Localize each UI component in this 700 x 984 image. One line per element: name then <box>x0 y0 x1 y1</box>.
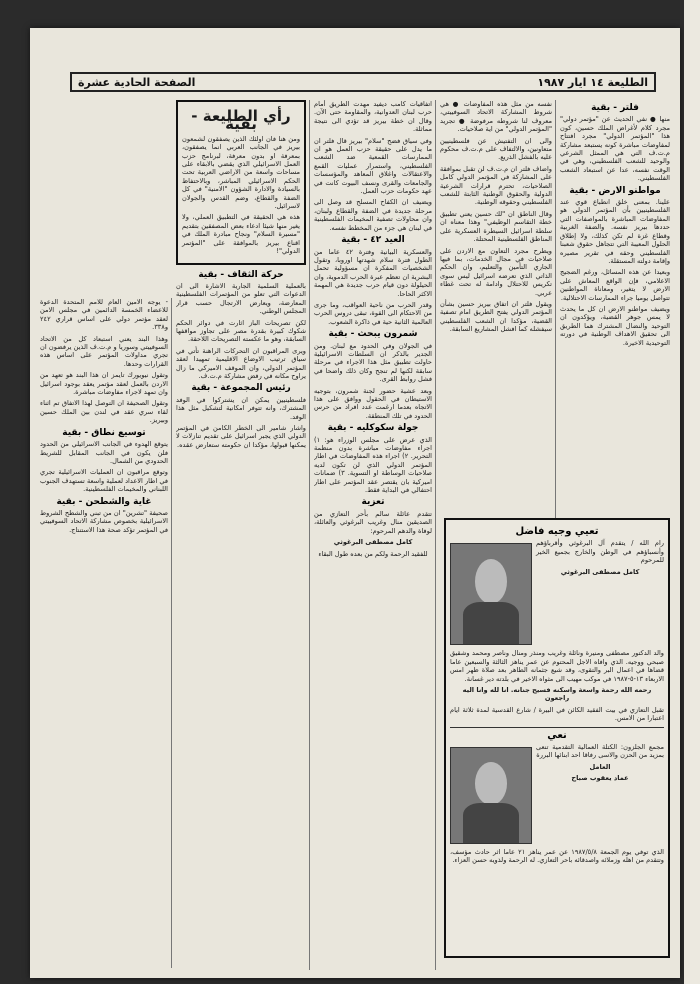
deceased-role: العامل <box>589 762 611 771</box>
article-paragraph: وبعد عشية حضور لجنة شمرون، بتوجيه الاستيطان في الحقول ووافق على هذا الاتجاه بعدما ارغمت عدد افراد من حرس الحدود في تلك المنطقة. <box>314 386 432 420</box>
editorial-box <box>176 100 306 265</box>
article-heading: العيد ٤٢ - بقية <box>341 235 405 246</box>
editorial-paragraph: هذه هي الحقيقة في التطبيق العملي، ولا يغير منها شيئا ادعاء بعض المصفقين بتقديم "مسيرة السلام" ونجاح مبادرة الملك في اقناع بيريز بالموافقة على "المؤتمر الدولي"! <box>182 213 300 256</box>
article-paragraph: وقدر الحرب من ناحية العواقب، وما جرى من الاحتكام الى القوة، تبقى دروس الحرب العالمية الثانية حية في ذاكرة الشعوب. <box>314 300 432 326</box>
column-rule <box>309 100 310 970</box>
article-heading: فلتر - بقية <box>591 103 639 113</box>
article-heading: شمرون يبحث - بقية <box>328 329 418 340</box>
obituary-text: رام الله / يتقدم آل البرغوثي وأقرباؤهم وأنسباؤهم في الوطن والخارج بجميع الخير للمرحوم <box>536 539 664 565</box>
article-paragraph: ويطرح مجرد التعاون مع الاردن على صلاحيات في مجال الخدمات، بما فيها الجاري التأمين والتعليم، وان الحكم الذاتي الذي تعرضه اسرائيل ليس سوى تكريس للاحتلال وادامة له تحت غطاء عربي. <box>440 246 552 297</box>
article-paragraph: وتوقع مراقبون ان العمليات الاسرائيلية تجري في اطار الاعداد لعملية واسعة تستهدف الجنوب اللبناني والمخيمات الفلسطينية. <box>40 468 168 494</box>
editorial-title: رأي الطليعة - بقية <box>191 107 291 134</box>
obituary-text: والد الدكتور مصطفى ومنيرة ونائلة وغريب ومنذر ومنال وناصر ومحمد وشقيق صبحي ووجيه. الذي وافاه الاجل المحتوم عن عمر يناهز الثالثة والسبعين عاما قضاها في اعمال البر والتقوى، وقد شيع جثمانه الطاهر بعد صلاة ظهر امس الاربعاء ١٣-٥-١٩٨٧ في موكب مهيب الى مثواه الاخير في بلدته دير غسانة. <box>450 649 664 683</box>
obituary-title: تعيي وجيه فاضل <box>515 526 599 537</box>
obituary-closing: رحمه الله رحمة واسعة واسكنه فسيح جنانه. انا لله وانا اليه راجعون <box>462 686 652 703</box>
article-paragraph: والى ان التفتيش عن فلسطينيين متعاونين، والالتفاف على م.ت.ف محكوم عليه بالفشل الذريع. <box>440 136 552 162</box>
article-heading: غاية والشطحن - بقية <box>56 496 152 507</box>
deceased-photo <box>450 747 532 844</box>
column-4 <box>176 100 306 970</box>
column-rule <box>171 298 172 968</box>
article-heading: حركة الثقاف - بقية <box>198 269 284 280</box>
adjacent-page-edge <box>684 0 700 984</box>
article-paragraph: والعسكرية البيانية وفترة ٤٢ عاما من الطول فترة سلام شهدتها اوروبا، وتقول الشخصيات المفكرة ان مسؤولية تحمل البشرية ان تعظم عبرة الحرب الدموية، وان الحيلولة دون قيام حرب جديدة هي المهمة الاكثر الحاحا. <box>314 247 432 298</box>
article-heading: رئيس المجموعة - بقية <box>191 383 291 394</box>
article-paragraph: وهذا البند يعني استبعاد كل من الاتحاد السوفييتي وسوريا و م.ت.ف الذين يرفضون ان تجري مداولات المؤتمر على اساس هذه القرارات وحدها. <box>40 334 168 368</box>
article-paragraph: نفسه من مثل هذه المفاوضات ● هي شروط المشاركة الاتحاد السوفييتي، معروف لنا شروطه مرفوضة ● تجريد "المؤتمر الدولي" من اية صلاحيات. <box>440 100 552 134</box>
deceased-photo <box>450 543 532 645</box>
deceased-name: عماد يعقوب صباح <box>571 774 629 783</box>
article-heading: توسيع نطاق - بقية <box>62 427 146 438</box>
obituary-note: تقبل التعازي في بيت الفقيد الكائن في البيرة / شارع القدسية لمدة ثلاثة ايام اعتبارا من الامس. <box>450 705 664 723</box>
article-paragraph: وتقول نيويورك تايمز ان هذا البند هو تعهد من الاردن بالعمل لعقد مؤتمر يعقد بوجود اسرائيل وان تمهد لاجراء مفاوضات مباشرة. <box>40 371 168 397</box>
obituary-box <box>444 518 670 958</box>
article-paragraph: وقال الناطق ان "لك حسين يعني تطبيق خطة التقاسم الوظيفي" وهذا معناه ان سلطة اسرائيل السيطرة العسكرية على المناطق الفلسطينية المحتلة. <box>440 209 552 244</box>
article-paragraph: الذي عرض على مجلس الوزراء هو: ١) اجراء مفاوضات مباشرة بدون منظمة التحرير. ٢) اجراء هذه المفاوضات في اطار المؤتمر الدولي الذي لن تكون لديه صلاحيات الوساطة او التسوية. ٣) ضمانات اميركية بان يقتصر عقد المؤتمر على اطار احتفالي في البداية فقط. <box>314 435 432 495</box>
article-paragraph: وبعيدا عن هذه المسائل، ورغم الضجيج الاعلامي، فإن الواقع المعاش على الارض لا يتغير، ومعاناة المواطنين تتواصل يوميا جراء الممارسات الاحتلالية. <box>560 268 670 302</box>
newspaper-page <box>30 28 680 978</box>
condolence-heading: تعزية <box>361 497 385 508</box>
column-2 <box>440 100 552 570</box>
deceased-name: كامل مصطفى البرغوثي <box>560 567 640 576</box>
article-paragraph: ويضيف ان الكفاح المسلح قد وصل الى مرحلة جديدة في الضفة والقطاع ولبنان، وان محاولات تصفية المخيمات الفلسطينية في لبنان هي جزء من المخطط نفسه. <box>314 198 432 232</box>
condolence-closing: للفقيد الرحمة ولكم من بعده طول البقاء <box>318 549 428 558</box>
article-paragraph: واضاف فلتر ان م.ت.ف لن تقبل بموافقة على المشاركة في المؤتمر الدولي كامل الصلاحيات، تحترم قرارات الشرعية الدولية والحقوق الوطنية الثابتة للشعب الفلسطيني وحقوقه الوطنية. <box>440 164 552 207</box>
article-paragraph: ويقول فلتر ان اتفاق بيريز حسين بشأن المؤتمر الدولي يفتح الطريق امام تصفية القضية، مؤكدا ان الشعب الفلسطيني سيفشله كما افشل المشاريع السابقة. <box>440 299 552 334</box>
obituary-text: الذي توفي يوم الجمعة ١٩٨٧/٥/٨ عن عمر يناهز ٢١ عاما اثر حادث مؤسف، وتتقدم من اهله وزملائه واصدقائه باحر التعازي. له الرحمة ولذويه حسن العزاء. <box>450 848 665 865</box>
page-header <box>70 72 656 92</box>
article-paragraph: لكن تصريحات الباز اثارت في دوائر الحكم شكوك كبيرة بقدرة مصر على تجاوز مواقفها السابقة، وهو ما عكسته التصريحات اللاحقة. <box>176 318 306 344</box>
article-paragraph: ويرى المراقبون ان التحركات الراهنة تأتي في سياق ترتيب الاوضاع الاقليمية تمهيدا لعقد المؤتمر الدولي، وان الموقف الاميركي ما زال يراوح مكانه في رفض مشاركة م.ت.ف. <box>176 346 306 380</box>
article-paragraph: بالعملية السلمية الجارية الاشارة الى ان الدعوات التي تعلو من المؤتمرات الفلسطينية المعارضة، ويعارض الارتجال حسب قرار المجلس الوطني. <box>176 281 306 316</box>
article-paragraph: فلسطينيين يمكن ان يشتركوا في الوفد المشترك، وانه تتوفر امكانية لتشكيل مثل هذا الوفد. <box>176 395 306 421</box>
column-3 <box>314 100 432 970</box>
column-rule <box>555 100 556 540</box>
header-publication: الطليعة ١٤ ايار ١٩٨٧ <box>537 75 648 89</box>
article-paragraph: واشار شامير الى الخطر الكامن في المؤتمر الدولي الذي يجبر اسرائيل على تقديم تنازلات لا يمكنها قبولها، مؤكدا ان حكومته ستعارض عقده. <box>176 424 306 449</box>
column-rule <box>435 100 436 970</box>
article-paragraph: اتفاقيات كامب ديفيد مهدت الطريق أمام حرب لبنان العدوانية، والمقاومة حتى الآن. وقال ان خطة بيريز قد تؤدي الى نتيجة مماثلة. <box>314 100 432 134</box>
obituary-text: مجمع الجلزون: الكتلة العمالية التقدمية تنعى بمزيد من الحزن والاسى رفاقا احد ابنائها البررة <box>536 743 664 760</box>
editorial-paragraph: ومن هنا فان اولئك الذين يصفقون لشمعون بيريز في الجانب العربي انما يصفقون، بمعرفة او بدون معرفة، لبرنامج حزب العمل الاسرائيلي الذي يقضي بالابقاء على مساحات واسعة من الاراضي العربية تحت الحكم الاسرائيلي المباشر، وبالاحتفاظ بالسيادة والادارة الشؤون "الامنية" في كل الضفة والقطاع، وضم القدس والجولان لاسرائيل. <box>182 134 300 211</box>
article-heading: مواطنو الارض - بقية <box>569 185 661 196</box>
article-paragraph: علينا. بمعنى خلق انطباع قوي عند الفلسطينيين بأن المؤتمر الدولي هو المفاوضات المباشرة بالمواصفات التي حددها بيريز نفسه. والضفة الغربية وقطاع غزة لم تكن كذلك، ولا إطلاق الحلول المعيبة التي تتجاهل حقوق شعبنا الفلسطيني وحقه في تقرير مصيره وإقامة دولته المستقلة. <box>560 198 670 265</box>
condolence-text: تتقدم عائلة سالم بأحر التعازي من الصديقين منال وغريب البرغوثي والعائلة، لوفاة والدهم المرحوم: <box>314 509 432 535</box>
article-paragraph: منها ● نفي الحديث عن "مؤتمر دولي" مجرد كلام لأغراض الملك حسين، كون هذا "المؤتمر الدولي" مجرد افتتاح لمفاوضات مباشرة كونه يستبعد مشاركة م.ت.ف التي هي الممثل الشرعي والوحيد للشعب الفلسطيني، وهي في الوقت نفسه، عدا عن استبعاد الشعب الفلسطيني. <box>560 115 670 183</box>
article-paragraph: وتقول الصحيفة ان التوصل لهذا الاتفاق تم اثناء لقاء سري عقد في لندن بين الملك حسين وبيريز. <box>40 399 168 425</box>
header-page-number: الصفحة الحادية عشرة <box>78 75 196 89</box>
column-5 <box>40 298 168 968</box>
article-paragraph: وفي سياق فضح "سلام" بيريز قال فلتر ان ما يدل على حقيقة حزب العمل هو ان الممارسات القمعية ضد الشعب الفلسطيني، واستمرار عمليات القمع والاعتقالات واغلاق المعاهد والمؤسسات والجامعات والقرى ونسف البيوت كانت في عهد حكومات حزب العمل. <box>314 136 432 196</box>
article-paragraph: يتوقع الهدوء في الجانب الاسرائيلي من الحدود فلن يكون في الجانب المقابل للشريط الحدودي من الشمال. <box>40 440 168 465</box>
column-1 <box>560 100 670 570</box>
deceased-name: كامل مصطفى البرغوثي <box>333 538 413 547</box>
article-paragraph: ويضيف مواطنو الارض ان كل ما يحدث لا يمس جوهر القضية، ويؤكدون ان التوحيد والنضال المشترك هما الطريق الى تحقيق الاهداف الوطنية في دورته التوحيدية الاخيرة. <box>560 304 670 347</box>
article-paragraph: - يوجه الامين العام للامم المتحدة الدعوة للاعضاء الخمسة الدائمين في مجلس الامن لعقد مؤتمر دولي على اساس قراري ٢٤٢ و٣٣٨. <box>40 298 168 332</box>
article-paragraph: في الجولان وفي الحدود مع لبنان. ومن الجدير بالذكر ان السلطات الاسرائيلية حاولت تطبيق مثل هذا الاجراء في مرحلة سابقة لكنها لم تنجح وكان ذلك واضحا في فشل روابط القرى. <box>314 341 432 384</box>
article-heading: جولة سكوكليه - بقية <box>327 423 419 434</box>
article-paragraph: صحيفة "تشرين" ان من تبني والشطح الشروط الاسرائيلية بخصوص مشاركة الاتحاد السوفييتي في المؤتمر تؤكد صحة هذا الاستنتاج. <box>40 508 168 534</box>
obituary-title: نعي <box>547 729 567 741</box>
